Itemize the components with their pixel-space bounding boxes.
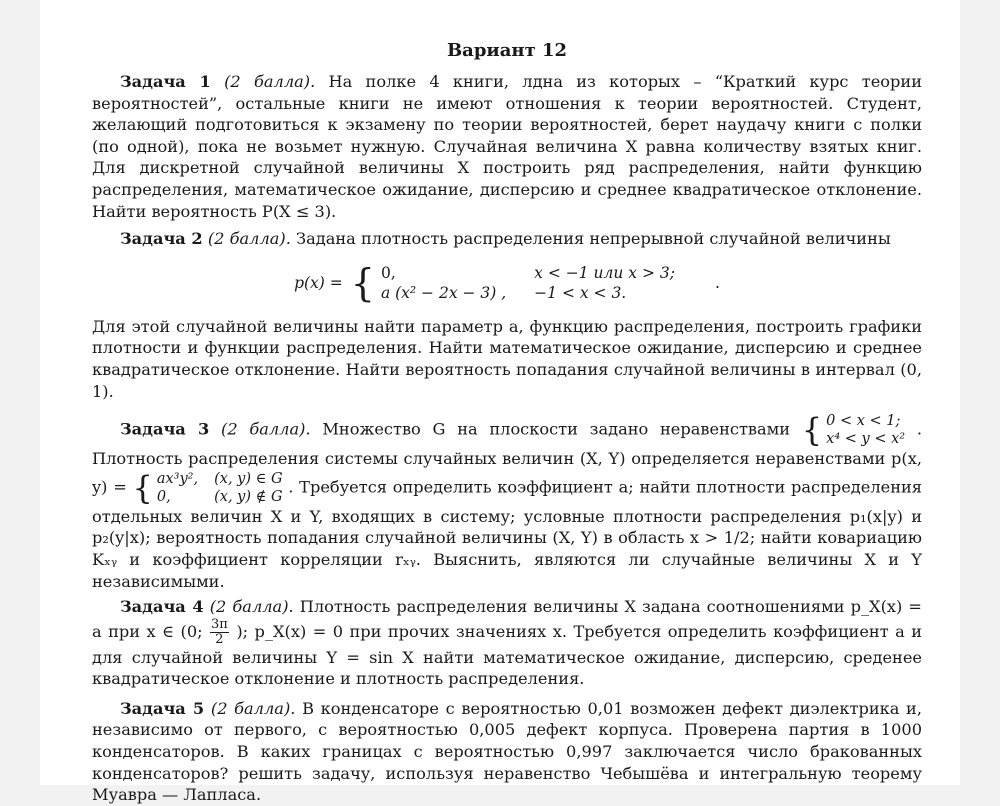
task-5-label: Задача 5 (120, 698, 205, 718)
task-3-text-b: . Плотность распределения системы случайных величин (X, Y) определяется неравенствами p(x, y) = (92, 419, 922, 497)
task-4 (92, 596, 922, 690)
task-4-label: Задача 4 (120, 597, 204, 617)
task-4-points: (2 балла). (209, 597, 294, 617)
task-3-text-c: . Требуется определить коэффициент a; найти плотности распределения отдельных величин X и Y, входящих в систему; условные плотности распределения p₁(x|y) и p₂(y|x); вероятность попадания случайной величины (X, Y) в область x > 1/2; найти ковариацию Kₓᵧ и коэффициент корреляции rₓᵧ. Выяснить, являются ли случайные величины X и Y независимыми. (92, 477, 922, 591)
p-case-1-value: ax³y², (156, 470, 199, 487)
case-2-value: a (x² − 2x − 3) , (380, 283, 507, 302)
p-case-2-condition: (x, y) ∉ G (214, 488, 283, 505)
task-4-text-a: Плотность распределения величины X задана соотношениями p_X(x) = a при x ∈ (0; (92, 597, 922, 641)
task-1-points: (2 балла). (224, 72, 316, 91)
task-2-points: (2 балла). (207, 229, 291, 249)
inequality-1: 0 < x < 1; (826, 413, 901, 430)
task-2 (92, 228, 922, 250)
task-3 (92, 412, 922, 592)
fraction-3pi-over-2 (210, 618, 229, 647)
task-1 (92, 71, 922, 222)
inequality-2: x⁴ < y < x² (826, 431, 906, 448)
task-1-label: Задача 1 (120, 72, 211, 91)
task-3-points: (2 балла). (221, 419, 311, 439)
task-4-text-b: ); p_X(x) = 0 при прочих значениях x. Требуется определить коэффициент a и для случайной величины Y = sin X найти математическое ожидание, дисперсию, среденее квадратическое отклонение и плотность распределения. (92, 621, 922, 689)
task-2-label: Задача 2 (120, 229, 203, 249)
left-brace: { (132, 468, 153, 507)
variant-title: Вариант 12 (446, 40, 568, 61)
task-2-density-formula (92, 260, 922, 305)
task-2-text: Для этой случайной величины найти параметр a, функцию распределения, построить графики плотности и функции распределения. Найти математическое ожидание, дисперсию и среднее квадратическое отклонение. Найти вероятность попадания случайной величины в интервал (0, 1). (92, 316, 922, 401)
p-case-1-condition: (x, y) ∈ G (214, 470, 283, 487)
task-5-text: В конденсаторе с вероятностью 0,01 возможен дефект диэлектрика и, независимо от первого, с вероятностью 0,005 дефект корпуса. Проверена партия в 1000 конденсаторов. В каких границах с вероятностью 0,997 заключается число бракованных конденсаторов? решить задачу, используя неравенство Чебышёва и интегральную теорему Муавра — Лапласа. (92, 698, 922, 805)
formula-lhs: p(x) = (294, 273, 343, 292)
case-1-value: 0, (380, 263, 396, 282)
task-3-label: Задача 3 (120, 419, 210, 439)
region-inequalities (802, 412, 905, 448)
joint-density-cases (133, 470, 283, 506)
fraction-numerator: 3π (211, 616, 228, 632)
fraction-denominator: 2 (215, 631, 224, 647)
task-5-points: (2 балла). (210, 698, 296, 718)
case-2-condition: −1 < x < 3. (534, 283, 627, 302)
task-3-text-a: Множество G на плоскости задано неравенствами (322, 419, 791, 439)
document-page (40, 0, 960, 805)
left-brace: { (801, 411, 823, 450)
left-brace: { (350, 260, 375, 305)
p-case-2-value: 0, (156, 488, 171, 505)
document-content (92, 40, 922, 806)
formula-cases (381, 264, 675, 302)
task-2-intro: Задана плотность распределения непрерывной случайной величины (296, 229, 891, 249)
case-1-condition: x < −1 или x > 3; (534, 263, 675, 282)
formula-trailing-dot: . (714, 273, 720, 292)
task-1-text: На полке 4 книги, лдна из которых – “Краткий курс теории вероятностей”, остальные книги не имеют отношения к теории вероятностей. Студент, желающий подготовиться к экзамену по теории вероятностей, берет наудачу книги с полки (по одной), пока не возьмет нужную. Случайная величина X равна количеству взятых книг. Для дискретной случайной величины X построить ряд распределения, найти функцию распределения, математическое ожидание, дисперсию и среднее квадратическое отклонение. Найти вероятность P(X ≤ 3). (92, 72, 922, 221)
task-5 (92, 698, 922, 806)
